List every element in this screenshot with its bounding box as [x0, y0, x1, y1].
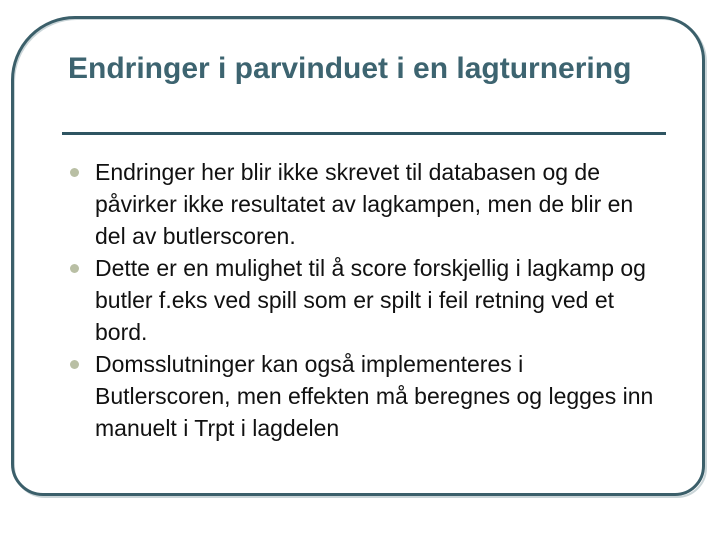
bullet-dot-icon — [70, 264, 79, 273]
bullet-dot-icon — [70, 360, 79, 369]
bullet-item — [62, 348, 662, 444]
bullet-text: Endringer her blir ikke skrevet til databasen og de påvirker ikke resultatet av lagkampen, men de blir en del av butlerscoren. — [95, 159, 634, 249]
slide-title: Endringer i parvinduet i en lagturnering — [68, 52, 632, 85]
bullet-text: Domsslutninger kan også implementeres i Butlerscoren, men effekten må beregnes og legges inn manuelt i Trpt i lagdelen — [95, 351, 654, 441]
bullet-dot-icon — [70, 168, 79, 177]
bullet-text: Dette er en mulighet til å score forskjellig i lagkamp og butler f.eks ved spill som er spilt i feil retning ved et bord. — [95, 255, 646, 345]
bullet-item — [62, 252, 662, 348]
title-underline-rule — [62, 132, 666, 135]
bullet-item — [62, 156, 662, 252]
bullet-list — [62, 156, 662, 444]
